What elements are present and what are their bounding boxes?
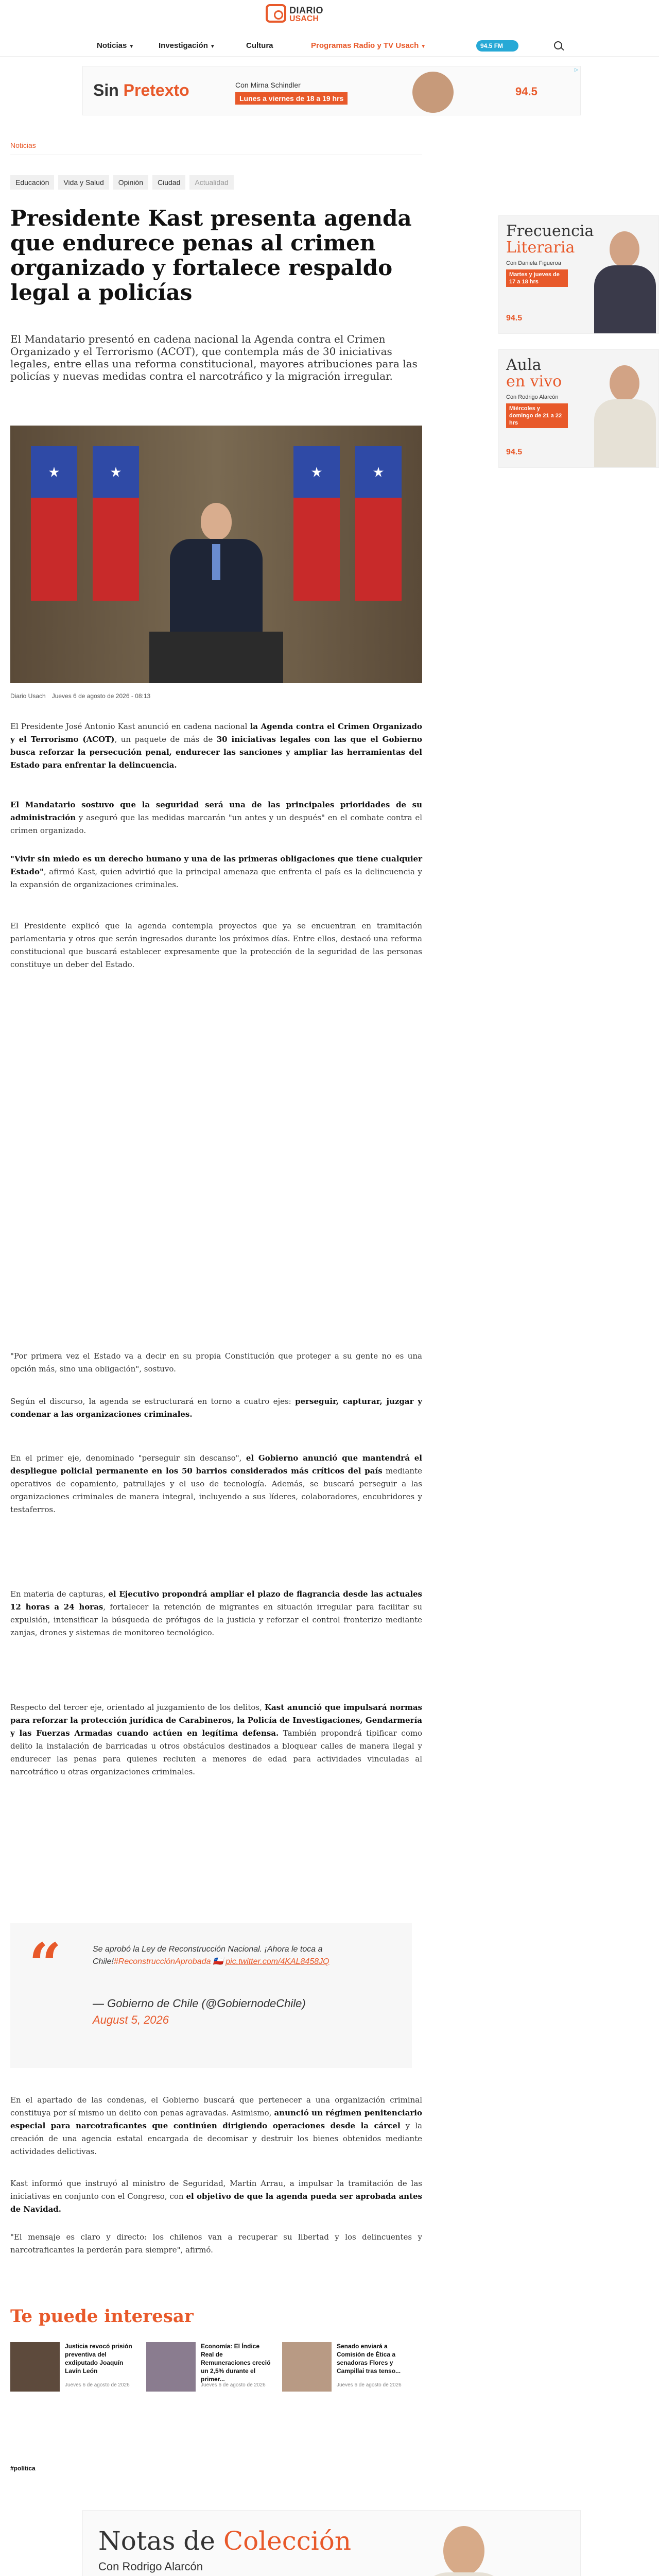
tweet-text: Se aprobó la Ley de Reconstrucción Nacional. ¡Ahora le toca a Chile!#ReconstrucciónAprobada 🇨🇱 pic.twitter.com/4KAL8458JQ bbox=[93, 1945, 330, 1966]
bottom-ad-host: Con Rodrigo Alarcón bbox=[98, 2560, 203, 2573]
article-paragraph: Según el discurso, la agenda se estructurará en torno a cuatro ejes: perseguir, capturar, juzgar y condenar a las organizaciones criminales. bbox=[10, 1397, 422, 1419]
article-paragraph: Respecto del tercer eje, orientado al juzgamiento de los delitos, Kast anunció que impulsará normas para reforzar la protección jurídica de Carabineros, la Policía de Investigaciones, Gendarmería y las Fuerzas Armadas cuando actúen en legítima defensa. También propondrá tipificar como delito la instalación de barricadas u otros obstáculos destinados a bloquear calles de manera ilegal y endurecer las penas para quienes recluten a menores de edad para actividades vinculadas al narcotráfico u otras organizaciones criminales. bbox=[10, 1703, 422, 1776]
side-ad-title: Frecuencia Literaria bbox=[506, 222, 594, 257]
bottom-ad-banner[interactable] bbox=[82, 2510, 581, 2576]
side-ad-host: Con Daniela Figueroa bbox=[506, 260, 562, 266]
flag-right bbox=[293, 446, 340, 601]
article-paragraph: "El mensaje es claro y directo: los chilenos van a recuperar su libertad y los delincuentes y narcotraficantes la perderán para siempre", afirmó. bbox=[10, 2232, 422, 2255]
nav-item-noticias[interactable]: Noticias ▼ bbox=[97, 41, 134, 50]
embedded-tweet bbox=[10, 1923, 412, 2068]
article-paragraph: El Presidente explicó que la agenda contempla proyectos que ya se encuentran en tramitación parlamentaria y otros que serán ingresados durante los próximos días. Entre ellos, destacó una reforma constitucional que buscará establecer expresamente que la protección de la seguridad de las personas constituye un deber del Estado. bbox=[10, 921, 422, 969]
side-ad-logo: 94.5 bbox=[506, 448, 523, 456]
article-paragraph: En el apartado de las condenas, el Gobierno buscará que pertenecer a una organización criminal constituya por sí mismo un delito con penas agravadas. Asimismo, anunció un régimen penitenciario especial para narcotraficantes que continúen dirigiendo operaciones desde la cárcel y la creación de una agencia estatal encargada de decomisar y destruir los bienes obtenidos mediante actividades delictivas. bbox=[10, 2095, 422, 2156]
related-card[interactable] bbox=[10, 2342, 138, 2394]
side-ad-time: Miércoles y domingo de 21 a 22 hrs bbox=[506, 403, 568, 428]
related-date: Jueves 6 de agosto de 2026 bbox=[65, 2382, 130, 2388]
article-hero-image bbox=[10, 426, 422, 683]
article-paragraph: En el primer eje, denominado "perseguir sin descanso", el Gobierno anunció que mantendrá el despliegue policial permanente en los 50 barrios considerados más críticos del país mediante operativos de copamiento, patrullajes y el uso de tecnología. Además, se buscará perseguir a las organizaciones criminales de manera integral, incluyendo a sus líderes, colaboradores, encubridores y testaferros. bbox=[10, 1453, 422, 1514]
nav-item-investigacion[interactable]: Investigación ▼ bbox=[159, 41, 215, 50]
category-tags bbox=[10, 175, 238, 191]
article-title: Presidente Kast presenta agenda que endurece penas al crimen organizado y fortalece respaldo legal a policías bbox=[10, 206, 412, 305]
related-thumbnail[interactable] bbox=[146, 2342, 196, 2392]
chevron-down-icon: ▼ bbox=[421, 44, 426, 49]
side-ad-photo bbox=[592, 360, 658, 468]
related-card[interactable] bbox=[146, 2342, 274, 2394]
quote-icon: “ bbox=[29, 1930, 62, 1997]
chevron-down-icon: ▼ bbox=[210, 44, 215, 49]
related-thumbnail[interactable] bbox=[282, 2342, 332, 2392]
bottom-ad-title: Notas de Colección bbox=[98, 2526, 352, 2556]
article-paragraph: Kast informó que instruyó al ministro de Seguridad, Martín Arrau, a impulsar la tramitación de las iniciativas en conjunto con el Congreso, con el objetivo de que la agenda pueda ser aprobada antes de Navidad. bbox=[10, 2179, 422, 2214]
side-ad-time: Martes y jueves de 17 a 18 hrs bbox=[506, 269, 568, 287]
related-section-title: Te puede interesar bbox=[10, 2306, 194, 2327]
related-title[interactable]: Senado enviará a Comisión de Ética a senadoras Flores y Campillai tras tenso... bbox=[337, 2343, 401, 2375]
article-meta bbox=[10, 692, 157, 700]
flag-right-2 bbox=[355, 446, 402, 601]
article-paragraph: El Mandatario sostuvo que la seguridad será una de las principales prioridades de su administración y aseguró que las medidas marcarán "un antes y un después" en el combate contra el crimen organizado. bbox=[10, 800, 422, 835]
main-nav bbox=[0, 37, 659, 55]
related-date: Jueves 6 de agosto de 2026 bbox=[201, 2382, 266, 2388]
article-paragraph: "Por primera vez el Estado va a decir en su propia Constitución que proteger a su gente no es una opción más, sino una obligación", sostuvo. bbox=[10, 1351, 422, 1374]
site-logo[interactable] bbox=[266, 3, 328, 26]
side-ad-frecuencia-literaria[interactable] bbox=[498, 215, 659, 334]
flag-left-2 bbox=[93, 446, 139, 601]
tag-actualidad[interactable]: Actualidad bbox=[189, 175, 233, 190]
tag-educacion[interactable]: Educación bbox=[10, 175, 54, 190]
tweet-author: — Gobierno de Chile (@GobiernodeChile) bbox=[93, 1997, 306, 2010]
nav-item-programas[interactable]: Programas Radio y TV Usach ▼ bbox=[311, 41, 426, 50]
logo-mark-icon bbox=[266, 4, 286, 23]
breadcrumb[interactable]: Noticias bbox=[10, 141, 36, 149]
top-ad-photo bbox=[412, 72, 454, 113]
related-title[interactable]: Justicia revocó prisión preventiva del exdiputado Joaquín Lavín León bbox=[65, 2343, 132, 2375]
logo-text-line1: DIARIO bbox=[289, 5, 323, 15]
site-header bbox=[0, 0, 659, 57]
article-paragraph: En materia de capturas, el Ejecutivo propondrá ampliar el plazo de flagrancia desde las actuales 12 horas a 24 horas, fortalecer la retención de migrantes en situación irregular para facilitar su expulsión, intensificar la búsqueda de prófugos de la justicia y reforzar el control fronterizo mediante zanjas, drones y sistemas de monitoreo tecnológico. bbox=[10, 1589, 423, 1637]
top-ad-logo: 94.5 bbox=[515, 85, 537, 98]
top-ad-title: Sin Pretexto bbox=[93, 81, 189, 99]
article-date: Jueves 6 de agosto de 2026 - 08:13 bbox=[51, 692, 151, 700]
side-ad-host: Con Rodrigo Alarcón bbox=[506, 394, 559, 400]
tag-ciudad[interactable]: Ciudad bbox=[152, 175, 185, 190]
top-ad-host: Con Mirna Schindler bbox=[235, 81, 301, 89]
flag-left bbox=[31, 446, 77, 601]
ad-choices-icon[interactable]: ▷ bbox=[575, 67, 578, 72]
chevron-down-icon: ▼ bbox=[129, 44, 134, 49]
bottom-ad-photo bbox=[412, 2521, 515, 2576]
tweet-media-link[interactable]: pic.twitter.com/4KAL8458JQ bbox=[226, 1957, 330, 1966]
article-lead: El Mandatario presentó en cadena nacional la Agenda contra el Crimen Organizado y el Terrorismo (ACOT), que contempla más de 30 iniciativas legales, entre ellas una reforma constitucional, mayores atribuciones para las policías y nuevas medidas contra el narcotráfico y la migración irregular. bbox=[10, 333, 418, 382]
tag-opinion[interactable]: Opinión bbox=[113, 175, 148, 190]
side-ad-title: Aula en vivo bbox=[506, 356, 562, 391]
radio-live-badge[interactable]: 94.5 FM bbox=[476, 40, 518, 52]
tag-vida-salud[interactable]: Vida y Salud bbox=[58, 175, 109, 190]
logo-text-line2: USACH bbox=[289, 14, 319, 23]
side-ad-aula-en-vivo[interactable] bbox=[498, 349, 659, 468]
top-ad-time: Lunes a viernes de 18 a 19 hrs bbox=[235, 92, 348, 105]
article-paragraph: "Vivir sin miedo es un derecho humano y una de las primeras obligaciones que tiene cualquier Estado", afirmó Kast, quien advirtió que la principal amenaza que enfrenta el país es la delincuencia y la expansión de organizaciones criminales. bbox=[10, 854, 422, 889]
tweet-hashtag-link[interactable]: #ReconstrucciónAprobada bbox=[113, 1957, 211, 1966]
article-paragraph: El Presidente José Antonio Kast anunció en cadena nacional la Agenda contra el Crimen Organizado y el Terrorismo (ACOT), un paquete de más de 30 iniciativas legales con las que el Gobierno busca reforzar la persecución penal, endurecer las sanciones y ampliar las herramientas del Estado para enfrentar la delincuencia. bbox=[10, 722, 423, 770]
tweet-date-link[interactable]: August 5, 2026 bbox=[93, 2013, 169, 2026]
related-card[interactable] bbox=[282, 2342, 410, 2394]
side-ad-logo: 94.5 bbox=[506, 314, 523, 323]
related-thumbnail[interactable] bbox=[10, 2342, 60, 2392]
hero-podium bbox=[149, 632, 283, 683]
related-date: Jueves 6 de agosto de 2026 bbox=[337, 2382, 402, 2388]
article-hashtag[interactable]: #política bbox=[10, 2465, 36, 2472]
search-icon[interactable] bbox=[554, 41, 562, 49]
article-source: Diario Usach bbox=[10, 692, 46, 700]
top-ad-banner[interactable] bbox=[82, 66, 581, 115]
nav-item-cultura[interactable]: Cultura bbox=[246, 41, 273, 50]
side-ad-photo bbox=[592, 226, 658, 334]
related-title[interactable]: Economía: El Índice Real de Remuneraciones creció un 2,5% durante el primer... bbox=[201, 2343, 271, 2383]
